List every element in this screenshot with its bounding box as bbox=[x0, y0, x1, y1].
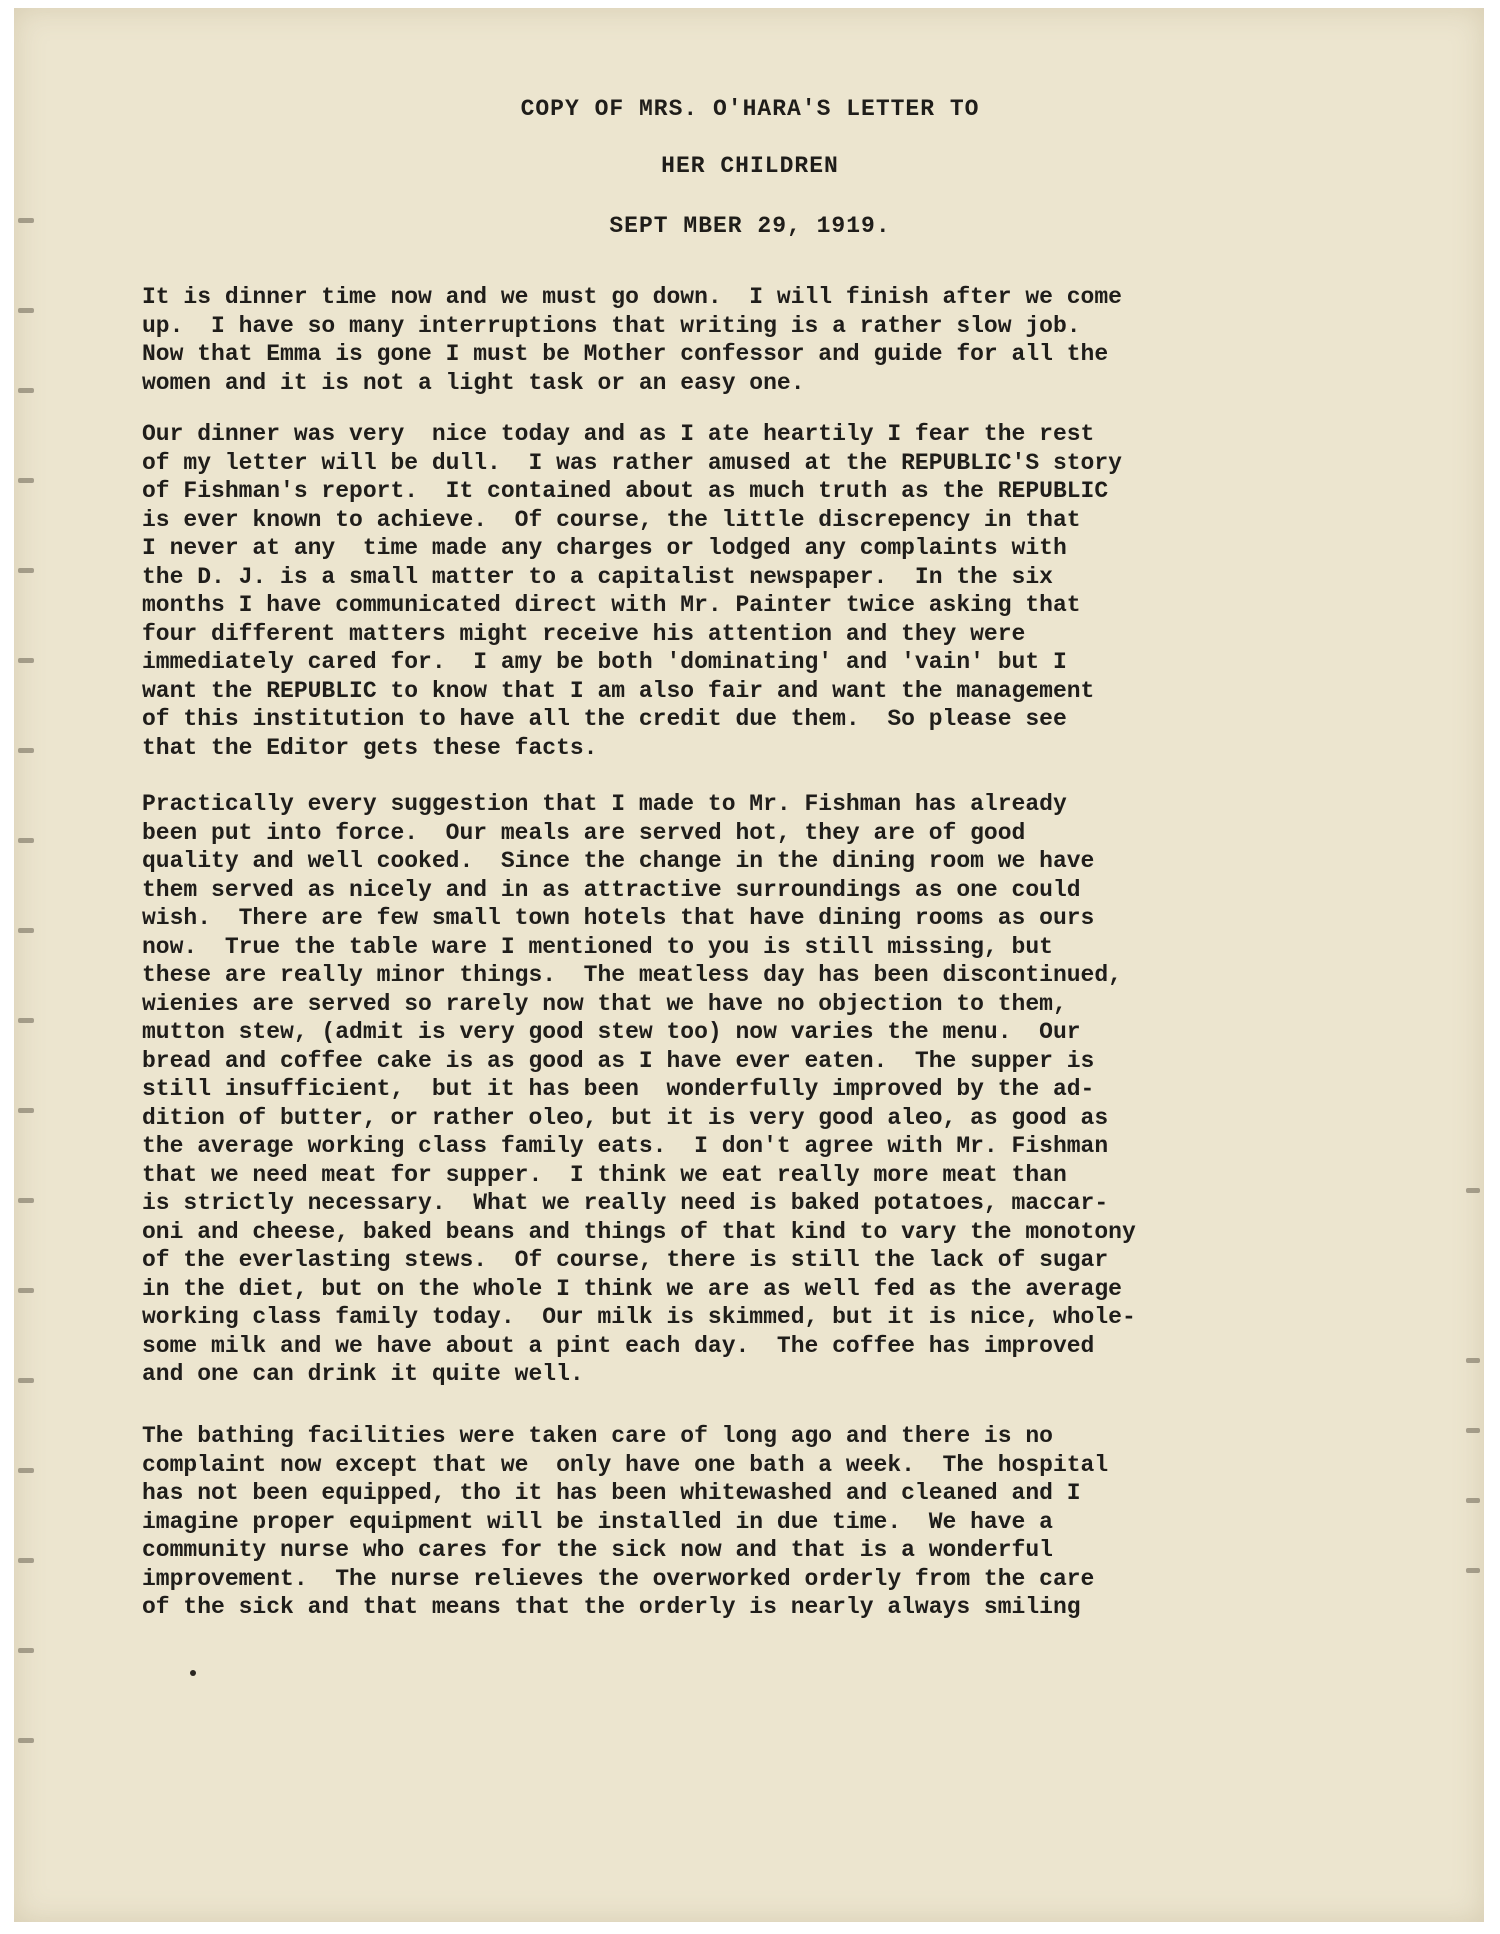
edge-mark bbox=[1466, 1498, 1480, 1503]
edge-mark bbox=[1466, 1428, 1480, 1433]
text-line: these are really minor things. The meatless day has been discontinued, bbox=[142, 962, 1122, 988]
text-line: Practically every suggestion that I made to Mr. Fishman has already bbox=[142, 791, 1067, 817]
text-line: now. True the table ware I mentioned to you is still missing, but bbox=[142, 933, 1053, 960]
ink-speck bbox=[190, 1670, 196, 1676]
edge-mark bbox=[18, 478, 34, 483]
edge-mark bbox=[18, 1018, 34, 1023]
text-line: them served as nicely and in as attractive surroundings as one could bbox=[142, 876, 1081, 903]
edge-mark bbox=[18, 928, 34, 933]
edge-mark bbox=[18, 1738, 34, 1743]
edge-mark bbox=[18, 308, 34, 313]
edge-mark bbox=[18, 1468, 34, 1473]
letter-date: SEPT MBER 29, 1919. bbox=[609, 213, 891, 239]
edge-mark bbox=[18, 1558, 34, 1563]
text-line: is ever known to achieve. Of course, the little discrepency in that bbox=[142, 506, 1081, 533]
text-line: been put into force. Our meals are served hot, they are of good bbox=[142, 819, 1026, 846]
letter-title-line-2: HER CHILDREN bbox=[661, 153, 839, 179]
edge-mark bbox=[18, 1108, 34, 1113]
text-line: and one can drink it quite well. bbox=[142, 1361, 584, 1387]
text-line: wish. There are few small town hotels that have dining rooms as ours bbox=[142, 905, 1095, 931]
edge-mark bbox=[18, 748, 34, 753]
text-line: working class family today. Our milk is skimmed, but it is nice, whole- bbox=[142, 1304, 1136, 1330]
letter-paragraph bbox=[142, 1422, 1372, 1622]
letter-paragraph bbox=[142, 283, 1372, 397]
text-line: that we need meat for supper. I think we eat really more meat than bbox=[142, 1161, 1067, 1188]
edge-mark bbox=[18, 388, 34, 393]
text-line: complaint now except that we only have one bath a week. The hospital bbox=[142, 1451, 1109, 1478]
text-line: of Fishman's report. It contained about as much truth as the REPUBLIC bbox=[142, 478, 1109, 504]
text-line: has not been equipped, tho it has been whitewashed and cleaned and I bbox=[142, 1480, 1081, 1506]
edge-mark bbox=[1466, 1568, 1480, 1573]
text-line: up. I have so many interruptions that writing is a rather slow job. bbox=[142, 312, 1081, 339]
edge-mark bbox=[18, 568, 34, 573]
letter-title-line-1: COPY OF MRS. O'HARA'S LETTER TO bbox=[520, 96, 980, 122]
text-line: of the sick and that means that the orderly is nearly always smiling bbox=[142, 1594, 1081, 1620]
text-line: women and it is not a light task or an easy one. bbox=[142, 369, 805, 396]
text-line: of the everlasting stews. Of course, there is still the lack of sugar bbox=[142, 1247, 1109, 1273]
text-line: still insufficient, but it has been wonderfully improved by the ad- bbox=[142, 1076, 1095, 1102]
edge-mark bbox=[18, 1288, 34, 1293]
text-line: dition of butter, or rather oleo, but it is very good aleo, as good as bbox=[142, 1104, 1109, 1131]
text-line: months I have communicated direct with Mr. Painter twice asking that bbox=[142, 592, 1081, 618]
text-line: the average working class family eats. I don't agree with Mr. Fishman bbox=[142, 1133, 1109, 1159]
text-line: imagine proper equipment will be installed in due time. We have a bbox=[142, 1508, 1053, 1535]
text-line: Our dinner was very nice today and as I ate heartily I fear the rest bbox=[142, 421, 1095, 447]
text-line: oni and cheese, baked beans and things of that kind to vary the monotony bbox=[142, 1218, 1136, 1245]
text-line: of my letter will be dull. I was rather amused at the REPUBLIC'S story bbox=[142, 449, 1122, 476]
letter-paragraph bbox=[142, 790, 1372, 1389]
text-line: quality and well cooked. Since the change in the dining room we have bbox=[142, 848, 1095, 874]
letter-paragraph bbox=[142, 420, 1372, 762]
text-line: improvement. The nurse relieves the overworked orderly from the care bbox=[142, 1565, 1095, 1592]
text-line: is strictly necessary. What we really need is baked potatoes, maccar- bbox=[142, 1190, 1109, 1216]
text-line: of this institution to have all the credit due them. So please see bbox=[142, 706, 1067, 732]
text-line: community nurse who cares for the sick now and that is a wonderful bbox=[142, 1537, 1053, 1563]
text-line: want the REPUBLIC to know that I am also fair and want the management bbox=[142, 677, 1095, 704]
edge-mark bbox=[18, 838, 34, 843]
text-line: I never at any time made any charges or lodged any complaints with bbox=[142, 535, 1067, 561]
text-line: some milk and we have about a pint each day. The coffee has improved bbox=[142, 1332, 1095, 1359]
text-line: four different matters might receive his attention and they were bbox=[142, 620, 1026, 647]
text-line: immediately cared for. I amy be both 'dominating' and 'vain' but I bbox=[142, 649, 1067, 675]
text-line: The bathing facilities were taken care of long ago and there is no bbox=[142, 1423, 1053, 1449]
edge-mark bbox=[1466, 1358, 1480, 1363]
edge-mark bbox=[18, 1648, 34, 1653]
text-line: in the diet, but on the whole I think we are as well fed as the average bbox=[142, 1275, 1122, 1302]
text-line: Now that Emma is gone I must be Mother confessor and guide for all the bbox=[142, 341, 1109, 367]
text-line: the D. J. is a small matter to a capitalist newspaper. In the six bbox=[142, 563, 1053, 590]
text-line: It is dinner time now and we must go down. I will finish after we come bbox=[142, 284, 1122, 310]
edge-mark bbox=[18, 1378, 34, 1383]
text-line: wienies are served so rarely now that we have no objection to them, bbox=[142, 990, 1067, 1017]
text-line: mutton stew, (admit is very good stew too) now varies the menu. Our bbox=[142, 1019, 1081, 1045]
edge-mark bbox=[18, 1198, 34, 1203]
text-line: that the Editor gets these facts. bbox=[142, 734, 598, 761]
text-line: bread and coffee cake is as good as I have ever eaten. The supper is bbox=[142, 1047, 1095, 1074]
edge-mark bbox=[18, 658, 34, 663]
edge-mark bbox=[1466, 1188, 1480, 1193]
